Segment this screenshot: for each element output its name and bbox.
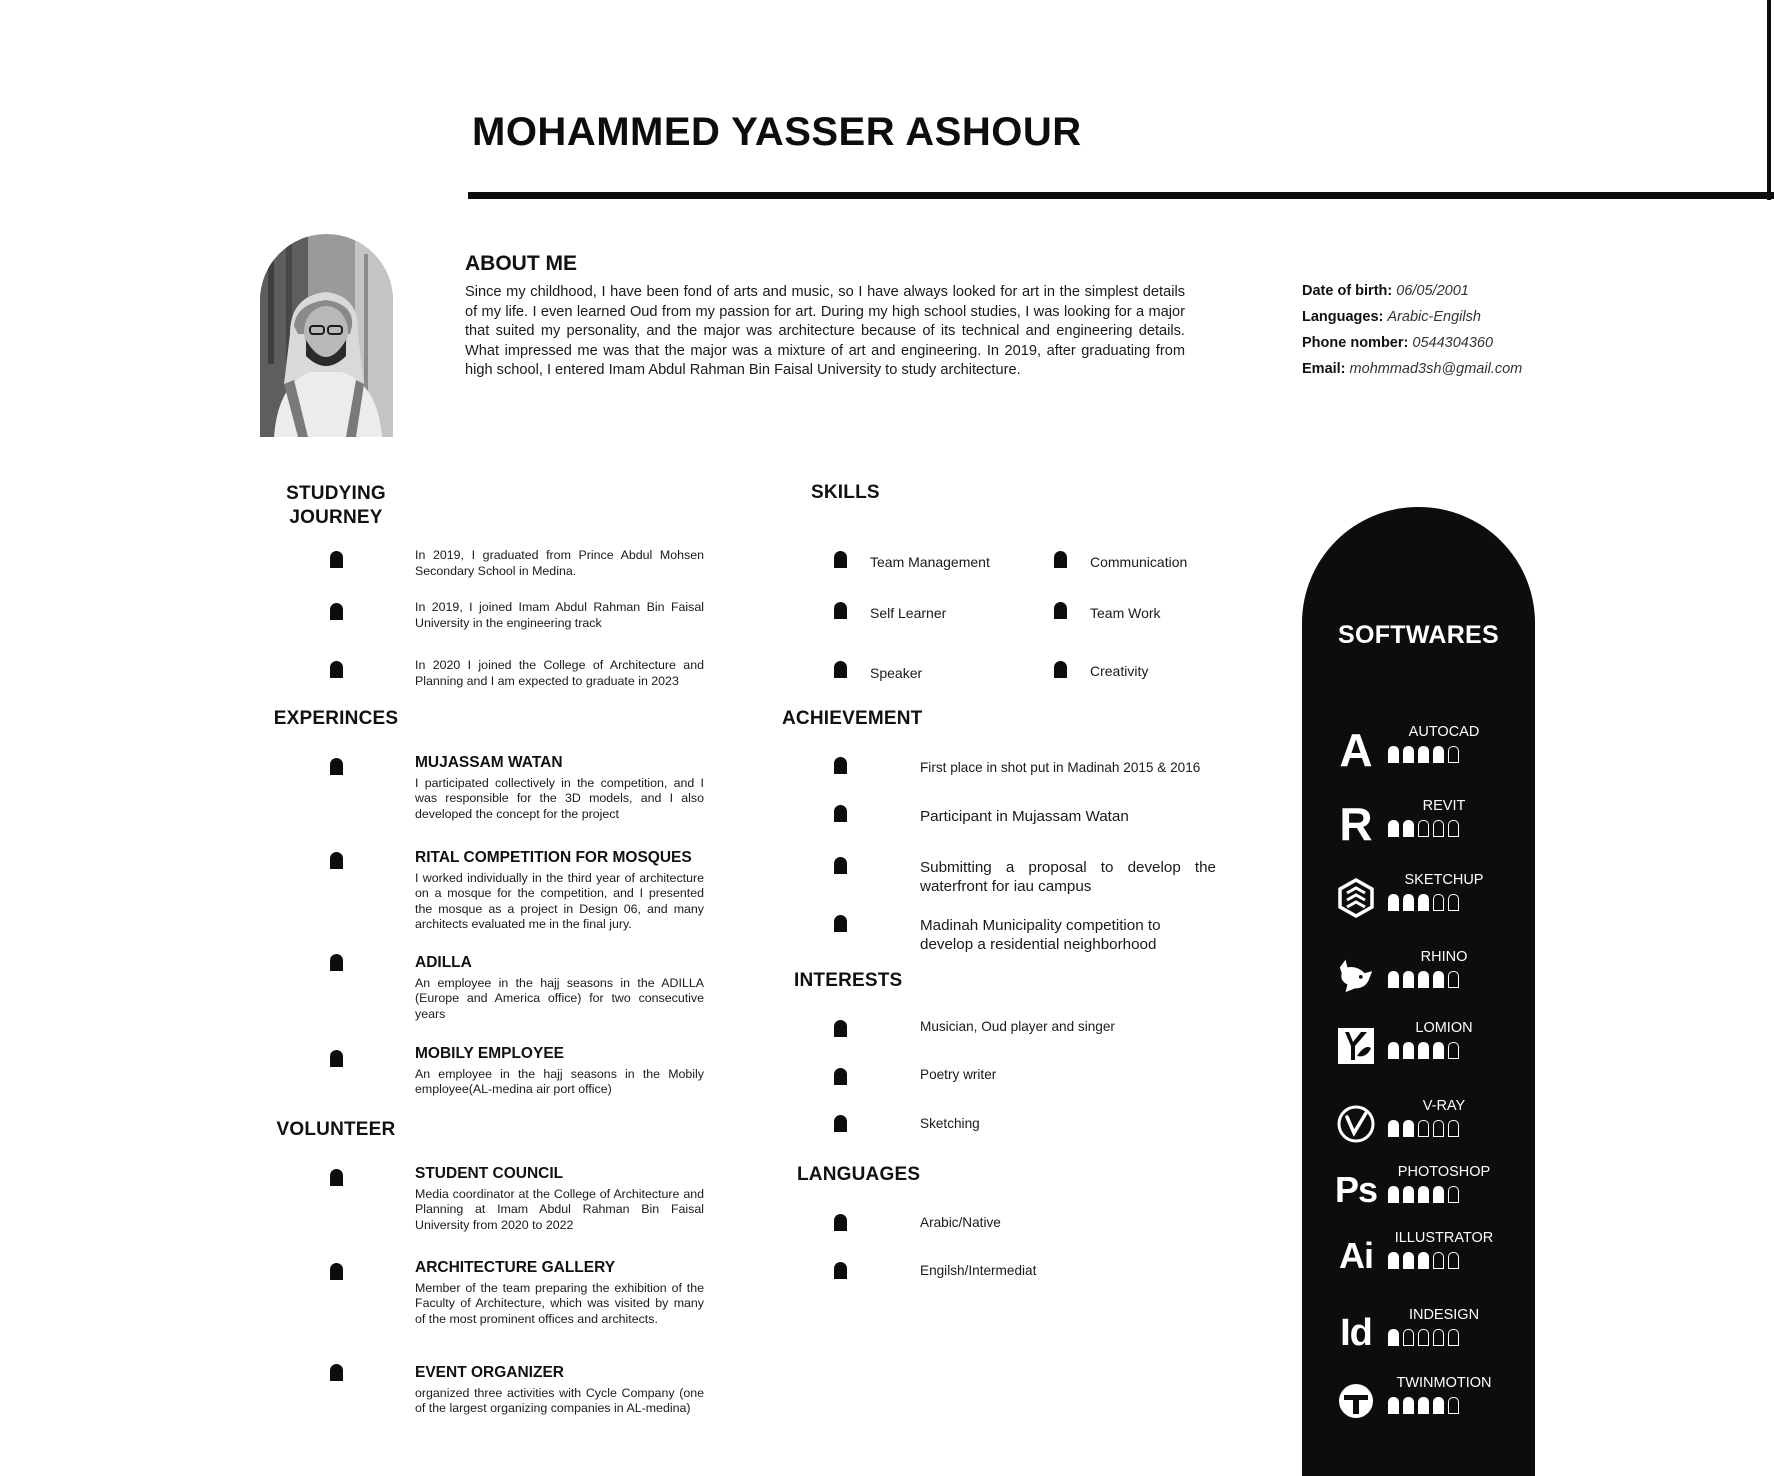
skill-level [1388,820,1459,837]
bullet-icon [330,661,343,678]
software-vray [1336,1100,1526,1150]
personal-info [1302,283,1592,387]
level-bar-filled [1418,746,1429,763]
volunteer-heading: VOLUNTEER [276,1119,396,1140]
bullet-icon [834,602,847,619]
skill-level [1388,1252,1459,1269]
header-vertical-divider [1767,0,1771,200]
cv-name: MOHAMMED YASSER ASHOUR [472,110,1082,154]
level-bar-filled [1388,746,1399,763]
studying-heading-line2: JOURNEY [289,507,383,528]
level-bar-empty [1448,1397,1459,1414]
illustrator-icon: Ai [1339,1235,1373,1276]
level-bar-filled [1388,820,1399,837]
level-bar-filled [1418,971,1429,988]
info-label: Phone nomber: [1302,335,1409,351]
volunteer-item [415,1165,704,1233]
bullet-icon [834,661,847,678]
level-bar-filled [1403,1042,1414,1059]
bullet-icon [330,551,343,568]
software-rhino [1336,951,1526,1001]
experience-title: MOBILY EMPLOYEE [415,1045,565,1062]
languages-heading: LANGUAGES [797,1164,921,1185]
info-phone [1302,335,1592,361]
bullet-icon [330,954,343,971]
rhino-icon [1336,953,1376,997]
software-label: V-RAY [1422,1098,1466,1114]
level-bar-filled [1403,820,1414,837]
skill-level [1388,894,1459,911]
bullet-icon [330,852,343,869]
software-illustrator [1336,1232,1526,1282]
volunteer-body: Media coordinator at the College of Architecture and Planning at Imam Abdul Rahman Bin Faisal University from 2020 to 2022 [415,1187,704,1232]
experiences-heading: EXPERINCES [273,708,399,729]
about-text: Since my childhood, I have been fond of arts and music, so I have always looked for art in the simplest details of my life. I even learned Oud from my passion for art. During my high school studies, I was looking for a major that suited my personality, and the major was architecture because of its technical and engineering details. What impressed me was that the major was a mixture of art and engineering. In 2019, after graduating from high school, I entered Imam Abdul Rahman Bin Faisal University to study architecture. [465,284,1185,379]
info-value: mohmmad3sh@gmail.com [1349,361,1523,377]
skill-level [1388,1042,1459,1059]
level-bar-filled [1388,1186,1399,1203]
info-value: Arabic-Engilsh [1387,309,1481,325]
skill-level [1388,1329,1459,1346]
level-bar-empty [1433,894,1444,911]
skill-item: Speaker [870,665,923,681]
bullet-icon [834,1068,847,1085]
level-bar-filled [1418,1252,1429,1269]
skill-item: Team Work [1090,605,1161,621]
interests-heading: INTERESTS [794,970,903,991]
volunteer-body: organized three activities with Cycle Company (one of the largest organizing companies in AL-medina) [415,1386,704,1416]
level-bar-empty [1448,1329,1459,1346]
profile-photo [260,234,393,437]
level-bar-filled [1403,746,1414,763]
skill-level [1388,1397,1459,1414]
level-bar-empty [1448,746,1459,763]
studying-item: In 2020 I joined the College of Architecture and Planning and I am expected to graduate in 2023 [415,658,704,688]
info-label: Date of birth: [1302,283,1393,299]
skill-item: Creativity [1090,663,1149,679]
softwares-heading: SOFTWARES [1337,621,1500,649]
photoshop-icon: Ps [1334,1169,1378,1210]
info-label: Email: [1302,361,1346,377]
software-label: TWINMOTION [1396,1375,1492,1391]
experience-item [415,754,704,822]
skill-level [1388,1186,1459,1203]
bullet-icon [834,1115,847,1132]
autocad-icon: A [1339,724,1373,776]
interest-item: Musician, Oud player and singer [920,1019,1115,1034]
twinmotion-icon [1336,1379,1376,1423]
software-label: INDESIGN [1408,1307,1480,1323]
level-bar-empty [1448,1186,1459,1203]
level-bar-filled [1433,1397,1444,1414]
achievement-item: First place in shot put in Madinah 2015 & 2016 [920,760,1201,775]
experience-body: An employee in the hajj seasons in the ADILLA (Europe and America office) for two consecutive years [415,976,704,1021]
studying-item: In 2019, I graduated from Prince Abdul Mohsen Secondary School in Medina. [415,548,704,578]
achievement-heading: ACHIEVEMENT [782,708,923,729]
level-bar-filled [1433,1042,1444,1059]
level-bar-filled [1403,894,1414,911]
bullet-icon [834,551,847,568]
achievement-item: Madinah Municipality competition to develop a residential neighborhood [920,917,1161,953]
level-bar-filled [1433,1186,1444,1203]
studying-item: In 2019, I joined Imam Abdul Rahman Bin Faisal University in the engineering track [415,600,704,630]
software-label: RHINO [1420,949,1468,965]
software-label: ILLUSTRATOR [1394,1230,1494,1246]
volunteer-body: Member of the team preparing the exhibition of the Faculty of Architecture, which was visited by many of the most prominent offices and architects. [415,1281,704,1326]
skill-item: Self Learner [870,605,947,621]
info-languages [1302,309,1592,335]
bullet-icon [834,857,847,874]
bullet-icon [834,1214,847,1231]
software-revit [1336,800,1526,850]
volunteer-title: ARCHITECTURE GALLERY [415,1259,616,1276]
revit-icon: R [1339,798,1373,850]
software-label: REVIT [1422,798,1466,814]
indesign-icon: Id [1340,1311,1372,1354]
bullet-icon [1054,602,1067,619]
software-indesign [1336,1309,1526,1359]
level-bar-filled [1433,971,1444,988]
level-bar-filled [1388,1042,1399,1059]
level-bar-filled [1418,1042,1429,1059]
level-bar-empty [1448,894,1459,911]
info-dob [1302,283,1592,309]
level-bar-filled [1388,894,1399,911]
level-bar-filled [1433,746,1444,763]
info-value: 0544304360 [1412,335,1494,351]
software-label: LOMION [1415,1020,1473,1036]
bullet-icon [330,1364,343,1381]
skill-level [1388,971,1459,988]
bullet-icon [330,1263,343,1280]
experience-title: MUJASSAM WATAN [415,754,563,771]
level-bar-empty [1448,971,1459,988]
experience-title: RITAL COMPETITION FOR MOSQUES [415,849,692,866]
level-bar-filled [1418,1397,1429,1414]
level-bar-filled [1388,971,1399,988]
level-bar-empty [1433,1252,1444,1269]
interest-item: Sketching [920,1116,980,1131]
skill-level [1388,1120,1459,1137]
software-label: AUTOCAD [1408,724,1480,740]
skill-item: Team Management [870,554,990,570]
software-photoshop [1336,1166,1526,1216]
language-item: Engilsh/Intermediat [920,1263,1037,1278]
level-bar-empty [1448,820,1459,837]
experience-title: ADILLA [415,954,472,971]
experience-body: I participated collectively in the competition, and I was responsible for the 3D models, and I also developed the concept for the project [415,776,704,821]
studying-heading [265,482,407,530]
software-twinmotion [1336,1377,1526,1427]
software-label: PHOTOSHOP [1397,1164,1491,1180]
studying-heading-line1: STUDYING [286,483,386,504]
about-heading: ABOUT ME [465,252,577,275]
level-bar-filled [1403,1186,1414,1203]
level-bar-filled [1388,1397,1399,1414]
bullet-icon [834,757,847,774]
volunteer-title: STUDENT COUNCIL [415,1165,564,1182]
experience-item [415,954,704,1022]
level-bar-filled [1388,1329,1399,1346]
experience-body: An employee in the hajj seasons in the Mobily employee(AL-medina air port office) [415,1067,704,1097]
bullet-icon [330,603,343,620]
experience-body: I worked individually in the third year of architecture on a mosque for the competition, and I presented the mosque as a project in Design 06, and many architects evaluated me in the final jury. [415,871,704,931]
experience-item [415,849,704,932]
bullet-icon [330,758,343,775]
software-sketchup [1336,874,1526,924]
software-lumion [1336,1022,1526,1072]
software-label: SKETCHUP [1404,872,1484,888]
bullet-icon [834,805,847,822]
level-bar-empty [1448,1042,1459,1059]
level-bar-empty [1403,1329,1414,1346]
level-bar-filled [1403,1397,1414,1414]
level-bar-filled [1388,1252,1399,1269]
level-bar-empty [1448,1120,1459,1137]
volunteer-item [415,1259,704,1327]
bullet-icon [1054,661,1067,678]
bullet-icon [1054,551,1067,568]
level-bar-filled [1388,1120,1399,1137]
language-item: Arabic/Native [920,1215,1001,1230]
info-label: Languages: [1302,309,1384,325]
bullet-icon [834,1020,847,1037]
bullet-icon [834,915,847,932]
level-bar-filled [1418,894,1429,911]
volunteer-item [415,1364,704,1417]
level-bar-empty [1448,1252,1459,1269]
level-bar-filled [1403,1252,1414,1269]
skills-heading: SKILLS [811,482,880,503]
level-bar-empty [1433,1329,1444,1346]
level-bar-filled [1403,971,1414,988]
level-bar-empty [1418,1329,1429,1346]
bullet-icon [330,1169,343,1186]
level-bar-empty [1418,820,1429,837]
level-bar-empty [1433,820,1444,837]
bullet-icon [834,1262,847,1279]
level-bar-empty [1433,1120,1444,1137]
bullet-icon [330,1050,343,1067]
sketchup-icon [1336,876,1376,920]
skill-level [1388,746,1459,763]
interest-item: Poetry writer [920,1067,997,1082]
info-value: 06/05/2001 [1396,283,1469,299]
header-divider [468,192,1774,199]
lumion-icon [1336,1024,1376,1068]
info-email [1302,361,1592,387]
level-bar-filled [1403,1120,1414,1137]
achievement-item: Participant in Mujassam Watan [920,808,1129,825]
skill-item: Communication [1090,554,1188,570]
vray-icon [1336,1102,1376,1146]
volunteer-title: EVENT ORGANIZER [415,1364,564,1381]
experience-item [415,1045,704,1098]
level-bar-empty [1418,1120,1429,1137]
achievement-item: Submitting a proposal to develop the waterfront for iau campus [920,859,1216,895]
software-autocad [1336,726,1526,776]
level-bar-filled [1418,1186,1429,1203]
